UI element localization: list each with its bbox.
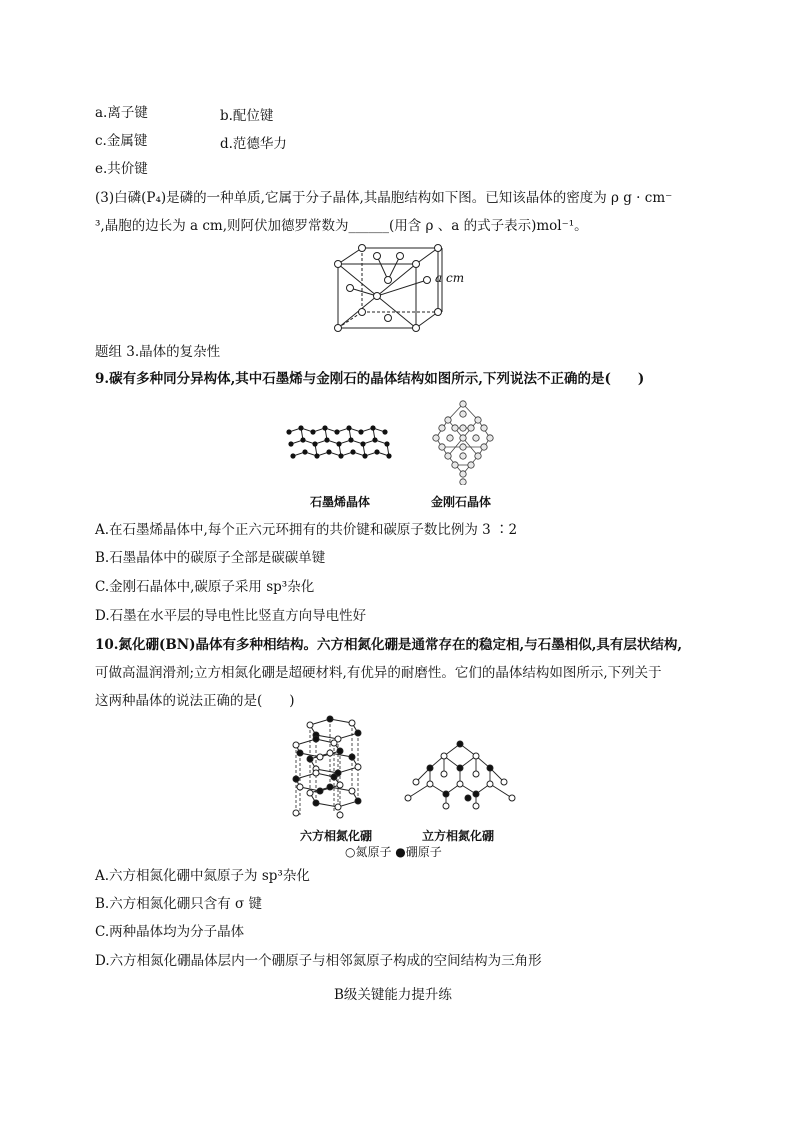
q9-option-b: B.石墨晶体中的碳原子全部是碳碳单键 <box>95 550 326 566</box>
option-c: c.金属键 <box>95 133 148 149</box>
q9-option-c: C.金刚石晶体中,碳原子采用 sp³杂化 <box>95 579 315 595</box>
q10-option-c: C.两种晶体均为分子晶体 <box>95 924 245 940</box>
q10-option-b: B.六方相氮化硼只含有 σ 键 <box>95 896 263 912</box>
option-d: d.范德华力 <box>220 136 287 152</box>
diamond-diagram <box>428 400 498 485</box>
option-e: e.共价键 <box>95 161 148 177</box>
q10-option-d: D.六方相氮化硼晶体层内一个硼原子与相邻氮原子构成的空间结构为三角形 <box>95 953 542 969</box>
q10-stem-3: 这两种晶体的说法正确的是( ) <box>95 693 295 709</box>
cell-edge-label: a cm <box>435 271 465 285</box>
q10-stem-2: 可做高温润滑剂;立方相氮化硼是超硬材料,有优异的耐磨性。它们的晶体结构如图所示,下列关于 <box>95 665 662 681</box>
graphene-caption: 石墨烯晶体 <box>310 495 371 509</box>
option-b: b.配位键 <box>220 108 274 124</box>
q9-option-a: A.在石墨烯晶体中,每个正六元环拥有的共价键和碳原子数比例为 3 ∶2 <box>95 522 518 538</box>
cubic-bn-diagram <box>400 738 520 810</box>
section-b-heading: B级关键能力提升练 <box>334 987 452 1003</box>
part3-line2: ³,晶胞的边长为 a cm,则阿伏加德罗常数为______(用含 ρ 、a 的式子表示)mol⁻¹。 <box>95 218 588 234</box>
group3-heading: 题组 3.晶体的复杂性 <box>95 344 221 360</box>
q10-stem-1: 10.氮化硼(BN)晶体有多种相结构。六方相氮化硼是通常存在的稳定相,与石墨相似,具有层状结构, <box>95 637 683 653</box>
option-a-row <box>95 104 148 122</box>
atom-legend: ○氮原子 ●硼原子 <box>345 845 442 859</box>
q10-option-a: A.六方相氮化硼中氮原子为 sp³杂化 <box>95 868 310 884</box>
q9-option-d: D.石墨在水平层的导电性比竖直方向导电性好 <box>95 608 367 624</box>
cubic-bn-caption: 立方相氮化硼 <box>422 829 495 843</box>
hexagonal-bn-diagram <box>290 715 375 823</box>
phosphorus-cell-diagram <box>330 242 465 332</box>
graphene-diagram <box>285 420 395 470</box>
hexagonal-bn-caption: 六方相氮化硼 <box>300 829 373 843</box>
diamond-caption: 金刚石晶体 <box>431 495 492 509</box>
part3-line1: (3)白磷(P₄)是磷的一种单质,它属于分子晶体,其晶胞结构如下图。已知该晶体的密度为 ρ g · cm⁻ <box>95 190 673 206</box>
q9-stem: 9.碳有多种同分异构体,其中石墨烯与金刚石的晶体结构如图所示,下列说法不正确的是( ) <box>95 371 645 387</box>
option-a: a.离子键 <box>95 105 148 121</box>
